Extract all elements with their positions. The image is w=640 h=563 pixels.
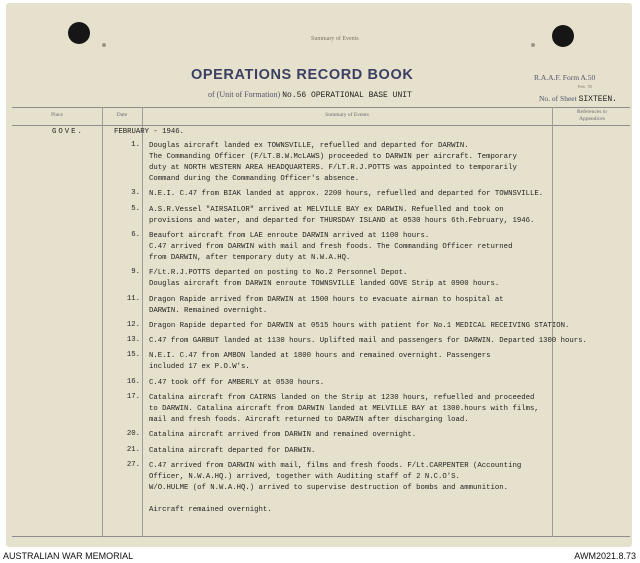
entry-date: 20.: [126, 430, 140, 439]
entry-line: F/Lt.R.J.POTTS departed on posting to No.2 Personnel Depot.: [149, 269, 408, 278]
entry-line: mail and fresh foods. Aircraft returned to DARWIN after discharging load.: [149, 416, 469, 424]
entry-line: Aircraft remained overnight.: [149, 505, 272, 514]
entry-line: duty at NORTH WESTERN AREA HEADQUARTERS. F/LT.R.J.POTTS was appointed to temporarily: [149, 164, 517, 172]
entry-line: DARWIN. Remained overnight.: [149, 306, 268, 315]
entry-date: 6.: [131, 230, 140, 239]
entry-date: 12.: [126, 320, 140, 329]
summary-top-label: Summary of Events: [311, 36, 359, 42]
place-name: GOVE.: [52, 128, 84, 136]
entry-line: included 17 ex P.O.W's.: [149, 363, 250, 372]
entry-date: 13.: [126, 336, 140, 345]
entry-line: N.E.I. C.47 from BIAK landed at approx. 2200 hours, refuelled and departed for TOWNSVILLE.: [149, 190, 544, 199]
entry-line: Beaufort aircraft from LAE enroute DARWIN arrived at 1100 hours.: [149, 231, 430, 240]
entry-line: to DARWIN. Catalina aircraft from DARWIN landed at MELVILLE BAY at 1300.hours with films,: [149, 405, 539, 413]
references-line-2: Appendices: [579, 116, 605, 122]
entry-line: Douglas aircraft from DARWIN enroute TOWNSVILLE landed GOVE Strip at 0900 hours.: [149, 280, 500, 289]
entry-date: 9.: [131, 268, 140, 277]
punch-hole-right: [552, 25, 574, 47]
column-header-summary: Summary of Events: [325, 112, 369, 118]
entry-line: Command during the Commanding Officer's absence.: [149, 175, 360, 183]
entry-line: A.S.R.Vessel "AIRSAILOR" arrived at MELVILLE BAY ex DARWIN. Refuelled and took on: [149, 205, 504, 214]
unit-line: [208, 90, 412, 100]
entry-line: Catalina aircraft arrived from DARWIN and remained overnight.: [149, 431, 417, 440]
entry-line: C.47 from GARBUT landed at 1130 hours. Uplifted mail and passengers for DARWIN. Departed 1300 hours.: [149, 337, 587, 346]
entry-line: Catalina aircraft from CAIRNS landed on the Strip at 1230 hours, refuelled and proceeded: [149, 394, 535, 402]
sheet-label: No. of Sheet: [539, 94, 577, 103]
unit-prefix: of (Unit of Formation): [208, 90, 281, 99]
entry-line: C.47 took off for AMBERLY at 0530 hours.: [149, 378, 325, 387]
entry-date: 16.: [126, 377, 140, 386]
form-date: Feb. '35: [578, 84, 593, 89]
entry-line: C.47 arrived from DARWIN with mail, films and fresh foods. F/Lt.CARPENTER (Accounting: [149, 461, 522, 470]
entry-line: Dragon Rapide arrived from DARWIN at 1500 hours to evacuate airman to hospital at: [149, 295, 504, 304]
column-header-references: [552, 109, 632, 123]
entry-date: 15.: [126, 351, 140, 360]
form-number: R.A.A.F. Form A.50: [534, 73, 596, 82]
entry-line: Douglas aircraft landed ex TOWNSVILLE, refuelled and departed for DARWIN.: [149, 142, 469, 150]
column-divider-date: [142, 107, 143, 537]
record-sheet: [6, 3, 632, 547]
entry-line: N.E.I. C.47 from AMBON landed at 1800 hours and remained overnight. Passengers: [149, 352, 491, 361]
footer-accession: AWM2021.8.73: [574, 551, 636, 561]
sheet-value: SIXTEEN.: [578, 95, 617, 104]
table-header-rule: [12, 125, 630, 126]
punch-hole-left: [68, 22, 90, 44]
entry-line: Officer, N.W.A.HQ.) arrived, together with Auditing staff of 2 N.C.O'S.: [149, 472, 460, 481]
column-divider-place: [102, 107, 103, 537]
pin-mark-right: [531, 43, 535, 47]
entry-date: 17.: [126, 393, 140, 401]
entry-line: provisions and water, and departed for THURSDAY ISLAND at 0530 hours 6th.February, 1946.: [149, 216, 535, 225]
table-top-rule: [12, 107, 630, 108]
table-bottom-rule: [12, 536, 630, 537]
column-header-date: Date: [116, 112, 128, 118]
month-heading: FEBRUARY - 1946.: [114, 128, 185, 136]
unit-name: No.56 OPERATIONAL BASE UNIT: [282, 91, 412, 100]
entry-date: 27.: [126, 460, 140, 469]
footer-credit: AUSTRALIAN WAR MEMORIAL: [3, 551, 134, 561]
pin-mark-left: [102, 43, 106, 47]
references-line-1: References to: [576, 109, 608, 115]
entry-line: W/O.HULME (of N.W.A.HQ.) arrived to supervise destruction of bombs and ammunition.: [149, 483, 509, 492]
entry-line: Catalina aircraft departed for DARWIN.: [149, 446, 316, 455]
entry-line: The Commanding Officer (F/LT.B.W.McLAWS) proceeded to DARWIN per aircraft. Temporary: [149, 153, 517, 161]
entry-date: 5.: [131, 204, 140, 213]
entry-date: 21.: [126, 445, 140, 454]
page-title: OPERATIONS RECORD BOOK: [191, 67, 414, 83]
entry-line: C.47 arrived from DARWIN with mail and fresh foods. The Commanding Officer returned: [149, 242, 513, 251]
column-header-place: Place: [51, 112, 63, 118]
entry-line: from DARWIN, after temporary duty at N.W.A.HQ.: [149, 253, 351, 262]
entry-date: 11.: [126, 294, 140, 303]
entry-date: 3.: [131, 189, 140, 198]
entry-date: 1.: [131, 141, 140, 149]
entry-line: Dragon Rapide departed for DARWIN at 0515 hours with patient for No.1 MEDICAL RECEIVING STATION.: [149, 321, 570, 330]
sheet-number: [539, 94, 617, 104]
